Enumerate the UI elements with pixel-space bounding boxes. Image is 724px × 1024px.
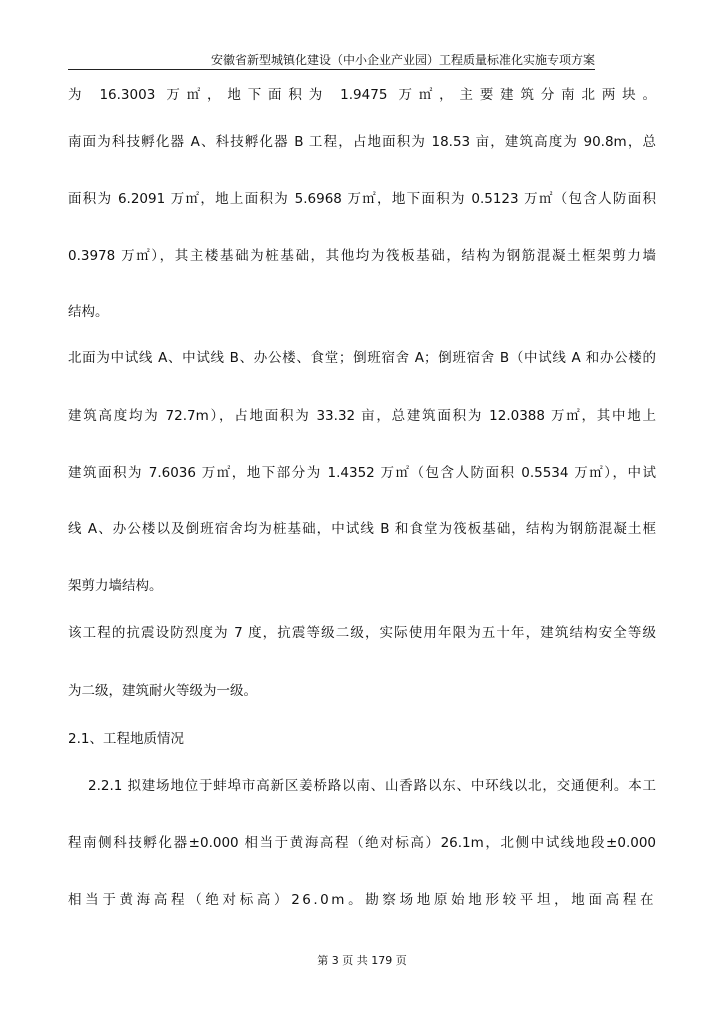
page-number: 第 3 页 共 179 页 [317, 954, 407, 967]
header-divider [68, 69, 595, 70]
body-line: 建筑高度均为 72.7m），占地面积为 33.32 亩，总建筑面积为 12.0388 万㎡，其中地上 [68, 408, 656, 424]
page-header: 安徽省新型城镇化建设（中小企业产业园）工程质量标准化实施专项方案 [210, 53, 595, 67]
body-line: 2.2.1 拟建场地位于蚌埠市高新区姜桥路以南、山香路以东、中环线以北，交通便利。本工 [88, 778, 656, 794]
body-line: 北面为中试线 A、中试线 B、办公楼、食堂；倒班宿舍 A；倒班宿舍 B（中试线 A 和办公楼的 [68, 350, 656, 366]
body-line: 该工程的抗震设防烈度为 7 度，抗震等级二级，实际使用年限为五十年，建筑结构安全等级 [68, 625, 656, 641]
body-line: 南面为科技孵化器 A、科技孵化器 B 工程，占地面积为 18.53 亩，建筑高度为 90.8m，总 [68, 134, 656, 150]
body-line: 建筑面积为 7.6036 万㎡，地下部分为 1.4352 万㎡（包含人防面积 0.5534 万㎡），中试 [68, 465, 656, 481]
body-line: 程南侧科技孵化器±0.000 相当于黄海高程（绝对标高）26.1m，北侧中试线地段±0.000 [68, 835, 656, 851]
body-line: 0.3978 万㎡），其主楼基础为桩基础，其他均为筏板基础，结构为钢筋混凝土框架剪力墙 [68, 248, 656, 264]
body-line: 结构。 [68, 304, 109, 320]
section-heading: 2.1、工程地质情况 [68, 731, 184, 747]
body-line: 线 A、办公楼以及倒班宿舍均为桩基础，中试线 B 和食堂为筏板基础，结构为钢筋混凝土框 [68, 521, 656, 537]
body-line: 为二级，建筑耐火等级为一级。 [68, 683, 257, 699]
body-line: 为 16.3003 万㎡，地下面积为 1.9475 万㎡，主要建筑分南北两块。 [68, 87, 656, 103]
body-line: 相当于黄海高程（绝对标高）26.0m。勘察场地原始地形较平坦，地面高程在 [68, 892, 656, 908]
body-line: 面积为 6.2091 万㎡，地上面积为 5.6968 万㎡，地下面积为 0.5123 万㎡（包含人防面积 [68, 191, 656, 207]
body-line: 架剪力墙结构。 [68, 578, 163, 594]
